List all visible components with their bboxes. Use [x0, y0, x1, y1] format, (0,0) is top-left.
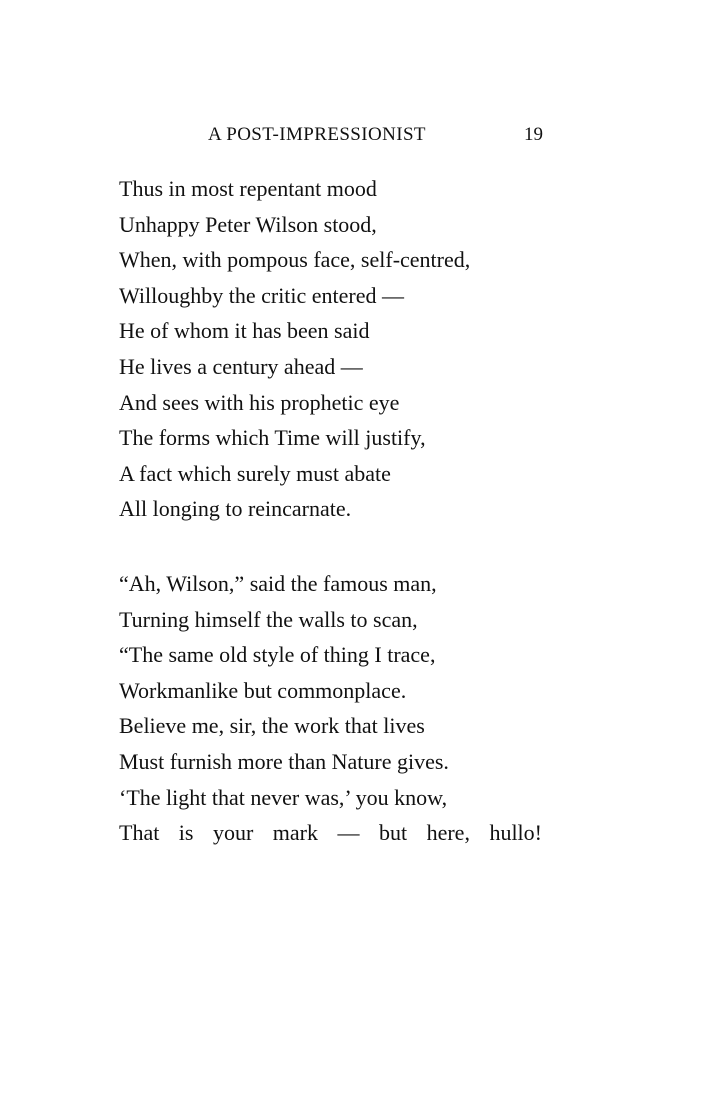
- running-head: [208, 124, 543, 148]
- stanza-1: [119, 175, 470, 531]
- verse-line: Willoughby the critic entered —: [119, 282, 405, 308]
- verse-line: Thus in most repentant mood: [119, 176, 377, 201]
- verse-line: All longing to reincarnate.: [119, 496, 352, 522]
- verse-line: He lives a century ahead —: [119, 353, 363, 379]
- verse-line: That is your mark — but here, hullo!: [119, 820, 542, 846]
- page-number: 19: [524, 124, 543, 145]
- stanza-2: [119, 570, 542, 855]
- verse-line: ‘The light that never was,’ you know,: [119, 784, 448, 810]
- verse-line: When, with pompous face, self-centred,: [119, 247, 471, 273]
- verse-line: The forms which Time will justify,: [119, 425, 426, 451]
- verse-line: And sees with his prophetic eye: [119, 389, 400, 415]
- verse-line: Workmanlike but commonplace.: [119, 677, 407, 703]
- verse-line: Turning himself the walls to scan,: [119, 606, 418, 632]
- verse-line: “The same old style of thing I trace,: [119, 642, 436, 668]
- verse-line: A fact which surely must abate: [119, 460, 391, 486]
- verse-line: Must furnish more than Nature gives.: [119, 748, 449, 774]
- running-title: A POST-IMPRESSIONIST: [208, 124, 426, 145]
- verse-line: “Ah, Wilson,” said the famous man,: [119, 571, 437, 596]
- verse-line: Believe me, sir, the work that lives: [119, 713, 425, 739]
- verse-line: He of whom it has been said: [119, 318, 370, 344]
- verse-line: Unhappy Peter Wilson stood,: [119, 211, 377, 237]
